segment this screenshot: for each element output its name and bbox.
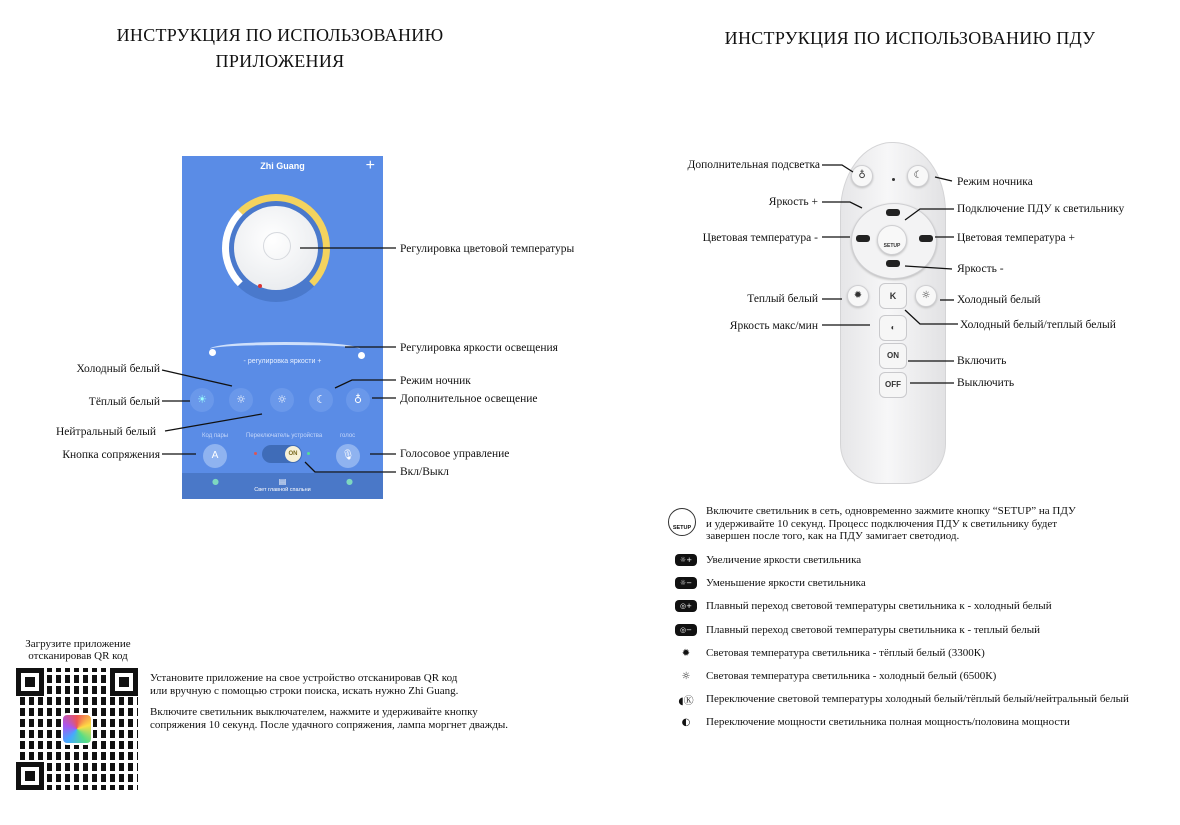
phone-screenshot xyxy=(182,156,383,499)
legend-item xyxy=(675,645,985,661)
setup-line: завершен после того, как на ПДУ замигает светодиод. xyxy=(706,530,960,542)
tab-icon: ● xyxy=(346,477,353,486)
label-bright-plus: Яркость + xyxy=(768,196,818,208)
night-mode-icon: ☾ xyxy=(309,388,333,412)
dial-indicator xyxy=(258,284,262,288)
tab-icon: ● xyxy=(212,477,219,486)
setup-line: и удерживайте 10 секунд. Процесс подключения ПДУ к светильнику будет xyxy=(706,517,1058,530)
label-night: Режим ночник xyxy=(400,375,471,387)
legend-item xyxy=(675,714,1070,730)
legend-item xyxy=(675,691,1129,707)
label-off: Выключить xyxy=(957,377,1015,389)
setup-line: Включите светильник в сеть, одновременно зажмите кнопку “SETUP” на ПДУ xyxy=(706,505,1076,517)
warm-white-button: ✹ xyxy=(847,285,869,307)
extra-light-button: ♁ xyxy=(851,165,873,187)
legend-item xyxy=(675,552,861,568)
temp-up-icon xyxy=(919,235,933,242)
qr-caption xyxy=(18,638,138,662)
label-bright-maxmin: Яркость макс/мин xyxy=(729,320,818,332)
label-pair: Кнопка сопряжения xyxy=(62,449,160,461)
neutral-white-icon: ☼ xyxy=(270,388,294,412)
instruction-line: сопряжения 10 секунд. После удачного сопряжения, лампа моргнет дважды. xyxy=(150,718,509,731)
legend-text: Уменьшение яркости светильника xyxy=(706,577,866,589)
half-power-button: ◐ xyxy=(879,315,907,341)
label-warm: Теплый белый xyxy=(747,293,818,305)
label-extra: Дополнительная подсветка xyxy=(687,159,820,171)
label-bright-minus: Яркость - xyxy=(957,263,1004,275)
app-logo-icon xyxy=(61,713,93,745)
extra-light-icon: ♁ xyxy=(346,388,370,412)
warm-white-icon: ✹ xyxy=(681,647,691,659)
label-warm: Тёплый белый xyxy=(88,396,160,408)
brightness-caption: - регулировка яркости + xyxy=(243,358,322,365)
legend-item xyxy=(675,598,1052,614)
label-night: Режим ночника xyxy=(957,176,1033,188)
k-label: K xyxy=(889,291,897,301)
instruction-line: или вручную с помощью строки поиска, искать нужно Zhi Guang. xyxy=(150,684,459,697)
temp-up-icon: ◎+ xyxy=(675,600,697,612)
remote-instructions-title: ИНСТРУКЦИЯ ПО ИСПОЛЬЗОВАНИЮ ПДУ xyxy=(724,28,1096,48)
title-line: ПРИЛОЖЕНИЯ xyxy=(215,51,345,71)
microphone-icon: 🎙 xyxy=(336,444,360,468)
half-power-icon: ◐ xyxy=(681,716,691,728)
night-mode-button: ☾ xyxy=(907,165,929,187)
off-dot xyxy=(254,452,257,455)
qr-caption-line: отсканировав QR код xyxy=(28,650,128,662)
qr-code xyxy=(16,668,138,790)
setup-button: SETUP xyxy=(877,225,907,255)
brightness-slider xyxy=(210,342,360,356)
legend-text: Переключение мощности светильника полная мощность/половина мощности xyxy=(706,716,1070,728)
switch-caption: Переключатель устройства xyxy=(246,433,323,439)
cold-white-icon: ☼ xyxy=(229,388,253,412)
label-cold-warm: Холодный белый/теплый белый xyxy=(960,319,1116,331)
qr-finder xyxy=(110,668,138,696)
temp-down-icon xyxy=(856,235,870,242)
brightness-down-icon xyxy=(886,260,900,267)
tab-bar xyxy=(182,473,383,499)
cold-white-button: ☼ xyxy=(915,285,937,307)
title-line: ИНСТРУКЦИЯ ПО ИСПОЛЬЗОВАНИЮ xyxy=(116,25,444,45)
warm-white-icon: ☀ xyxy=(190,388,214,412)
slider-knob-min xyxy=(209,349,216,356)
led-indicator xyxy=(892,178,895,181)
bed-icon: ▤ xyxy=(278,477,287,486)
qr-finder xyxy=(16,668,44,696)
legend-text: Световая температура светильника - тёплый белый (3300К) xyxy=(706,647,985,659)
add-icon: + xyxy=(365,157,375,174)
on-button: ON xyxy=(879,343,907,369)
remote-control xyxy=(840,142,946,484)
label-temp-minus: Цветовая температура - xyxy=(702,232,818,244)
label-extra-light: Дополнительное освещение xyxy=(400,393,538,405)
pair-icon: A xyxy=(203,444,227,468)
legend-text: Увеличение яркости светильника xyxy=(706,554,862,566)
label-cold: Холодный белый xyxy=(957,294,1041,306)
power-toggle xyxy=(262,445,302,463)
k-switch-icon: ◖Ⓚ xyxy=(678,695,694,707)
app-instructions-title xyxy=(60,22,500,74)
legend-item xyxy=(675,575,866,591)
label-on: Включить xyxy=(957,355,1007,367)
instruction-line: Установите приложение на свое устройство отсканировав QR код xyxy=(150,672,458,684)
label-neutral: Нейтральный белый xyxy=(55,426,156,438)
brightness-down-icon: ☼− xyxy=(675,577,697,589)
legend-text: Плавный переход световой температуры светильника к - теплый белый xyxy=(706,624,1041,636)
voice-caption: голос xyxy=(340,433,356,439)
setup-instructions xyxy=(706,505,1076,543)
qr-finder xyxy=(16,762,44,790)
legend-text: Световая температура светильника - холодный белый (6500К) xyxy=(706,670,997,682)
dial-center xyxy=(263,232,291,260)
instruction-line: Включите светильник выключателем, нажмите и удерживайте кнопку xyxy=(150,706,478,718)
label-temp-plus: Цветовая температура + xyxy=(957,232,1076,244)
label-onoff: Вкл/Выкл xyxy=(400,466,449,478)
legend-text: Плавный переход световой температуры светильника к - холодный белый xyxy=(706,600,1052,612)
temp-down-icon: ◎− xyxy=(675,624,697,636)
legend-item xyxy=(675,668,996,684)
label-cold: Холодный белый xyxy=(76,363,160,375)
off-button: OFF xyxy=(879,372,907,398)
on-dot xyxy=(307,452,310,455)
k-switch-button xyxy=(879,283,907,309)
setup-icon: SETUP xyxy=(668,508,696,536)
label-voice: Голосовое управление xyxy=(400,448,510,460)
cold-white-icon: ☼ xyxy=(681,670,691,682)
brightness-up-icon xyxy=(886,209,900,216)
install-instructions xyxy=(150,672,508,731)
legend-text: Переключение световой температуры холодный белый/тёплый белый/нейтральный белый xyxy=(706,693,1129,705)
toggle-knob: ON xyxy=(285,446,301,462)
app-title: Zhi Guang xyxy=(260,161,305,171)
label-brightness: Регулировка яркости освещения xyxy=(400,342,558,354)
qr-caption-line: Загрузите приложение xyxy=(25,638,131,650)
tab-2: Свет главной спальни xyxy=(254,487,311,493)
label-connect: Подключение ПДУ к светильнику xyxy=(957,203,1125,215)
pair-caption: Код пары xyxy=(202,433,229,439)
brightness-up-icon: ☼+ xyxy=(675,554,697,566)
legend-item xyxy=(675,622,1040,638)
label-color-temp: Регулировка цветовой температуры xyxy=(400,243,575,255)
